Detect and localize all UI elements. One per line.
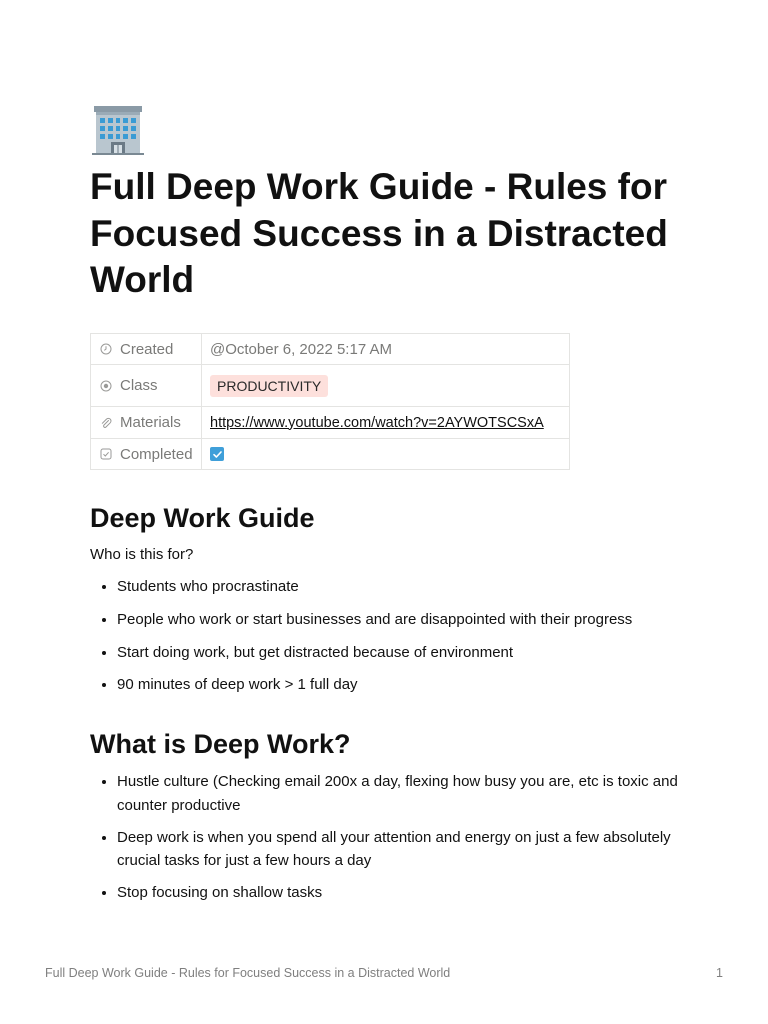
property-label-completed: Completed	[120, 445, 193, 463]
property-name-class	[91, 365, 202, 407]
completed-checkbox[interactable]	[210, 447, 224, 461]
checkmark-icon	[212, 449, 223, 460]
property-name-completed	[91, 439, 202, 470]
property-name-created	[91, 334, 202, 365]
select-icon	[100, 380, 112, 392]
property-label-materials: Materials	[120, 414, 181, 431]
list-item: • Stop focusing on shallow tasks	[117, 881, 707, 905]
checkbox-icon	[100, 448, 112, 460]
property-value-materials	[202, 407, 570, 439]
property-row-materials	[91, 407, 570, 439]
list-item: • Hustle culture (Checking email 200x a day, flexing how busy you are, etc is toxic and counter productive	[117, 770, 707, 817]
property-row-class	[91, 365, 570, 407]
office-building-icon	[90, 104, 146, 156]
list-item: • 90 minutes of deep work > 1 full day	[117, 673, 707, 697]
list-item: • Deep work is when you spend all your attention and energy on just a few absolutely crucial tasks for just a few hours a day	[117, 826, 707, 873]
footer-page-number: 1	[716, 966, 723, 980]
property-value-created	[202, 334, 570, 365]
properties-table	[90, 333, 570, 470]
section-heading-what-is-deep-work: What is Deep Work?	[90, 729, 351, 759]
list-item: • People who work or start businesses and are disappointed with their progress	[117, 608, 707, 632]
list-item: • Students who procrastinate	[117, 575, 707, 599]
property-row-completed	[91, 439, 570, 470]
property-row-created	[91, 334, 570, 365]
class-tag[interactable]: PRODUCTIVITY	[210, 375, 328, 397]
footer-title: Full Deep Work Guide - Rules for Focused Success in a Distracted World	[45, 966, 451, 980]
list-item: • Start doing work, but get distracted because of environment	[117, 641, 707, 665]
created-date: @October 6, 2022 5:17 AM	[210, 340, 392, 358]
definition-list	[90, 770, 707, 913]
paperclip-icon	[100, 417, 112, 429]
page-title: Full Deep Work Guide - Rules for Focused Success in a Distracted World	[90, 166, 668, 300]
property-value-completed	[202, 439, 570, 470]
clock-icon	[100, 343, 112, 355]
property-name-materials	[91, 407, 202, 439]
property-value-class[interactable]	[202, 365, 570, 407]
audience-list	[90, 575, 707, 706]
property-label-class: Class	[120, 377, 158, 394]
materials-link[interactable]: https://www.youtube.com/watch?v=2AYWOTSCSxA	[210, 414, 544, 431]
section-heading-deep-work-guide: Deep Work Guide	[90, 503, 315, 533]
property-label-created: Created	[120, 340, 174, 358]
intro-text: Who is this for?	[90, 546, 194, 563]
